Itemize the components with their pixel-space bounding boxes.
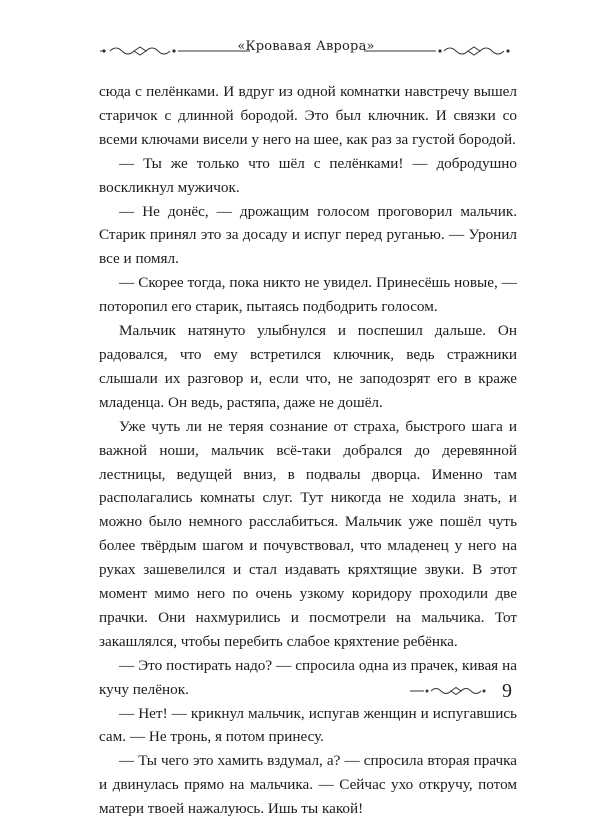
paragraph: — Ты чего это хамить вздумал, а? — спросила вторая прачка и двинулась прямо на мальчика. — Сейчас ухо откручу, потом матери твоей нажалуюсь. Ишь ты какой! (99, 752, 517, 818)
page-number: 9 (502, 680, 512, 702)
paragraph: — Не донёс, — дрожащим голосом проговорил мальчик. Старик принял это за досаду и испуг перед руганью. — Уронил все и помял. (99, 202, 517, 268)
paragraph: — Скорее тогда, пока никто не увидел. Принесёшь новые, — поторопил его старик, пытаясь подбодрить голосом. (99, 274, 517, 316)
page-footer (410, 676, 520, 706)
header-line-left (100, 41, 260, 61)
running-header-title: «Кровавая Аврора» (237, 39, 375, 54)
footer-flourish-icon (410, 682, 490, 700)
body-text (99, 80, 517, 821)
paragraph: сюда с пелёнками. И вдруг из одной комнатки навстречу вышел старичок с длинной бородой. Это был ключник. И связки со всеми ключами висели у него на шее, как раз за густой бородой. (99, 83, 517, 148)
header-line-right (362, 41, 512, 61)
running-header (100, 39, 512, 61)
paragraph: Уже чуть ли не теряя сознание от страха, быстрого шага и важной ноши, мальчик всё-таки добрался до деревянной лестницы, ведущей вниз, в подвалы дворца. Именно там располагались комнаты слуг. Тут никогда не ходила знать, и можно было немного расслабиться. Мальчик уже пошёл чуть более твёрдым шагом и почувствовал, что младенец у него на руках зашевелился и стал издавать кряхтящие звуки. В этот момент мимо него по очень узкому коридору проходили две прачки. Они нахмурились и посмотрели на мальчика. Тот закашлялся, чтобы перебить слабое кряхтение ребёнка. (99, 417, 517, 650)
paragraph: — Это постирать надо? — спросила одна из прачек, кивая на кучу пелёнок. (99, 656, 517, 698)
paragraph: — Нет! — крикнул мальчик, испугав женщин и испугавшись сам. — Не тронь, я потом принесу. (99, 704, 517, 746)
paragraph: Мальчик натянуто улыбнулся и поспешил дальше. Он радовался, что ему встретился ключник, ведь стражники слышали их разговор и, если что, не заподозрят его в краже младенца. Он ведь, растяпа, даже не дошёл. (99, 322, 517, 411)
right-flourish-icon (438, 47, 509, 55)
left-flourish-icon (102, 47, 175, 55)
paragraph: — Ты же только что шёл с пелёнками! — добродушно воскликнул мужичок. (99, 154, 517, 196)
